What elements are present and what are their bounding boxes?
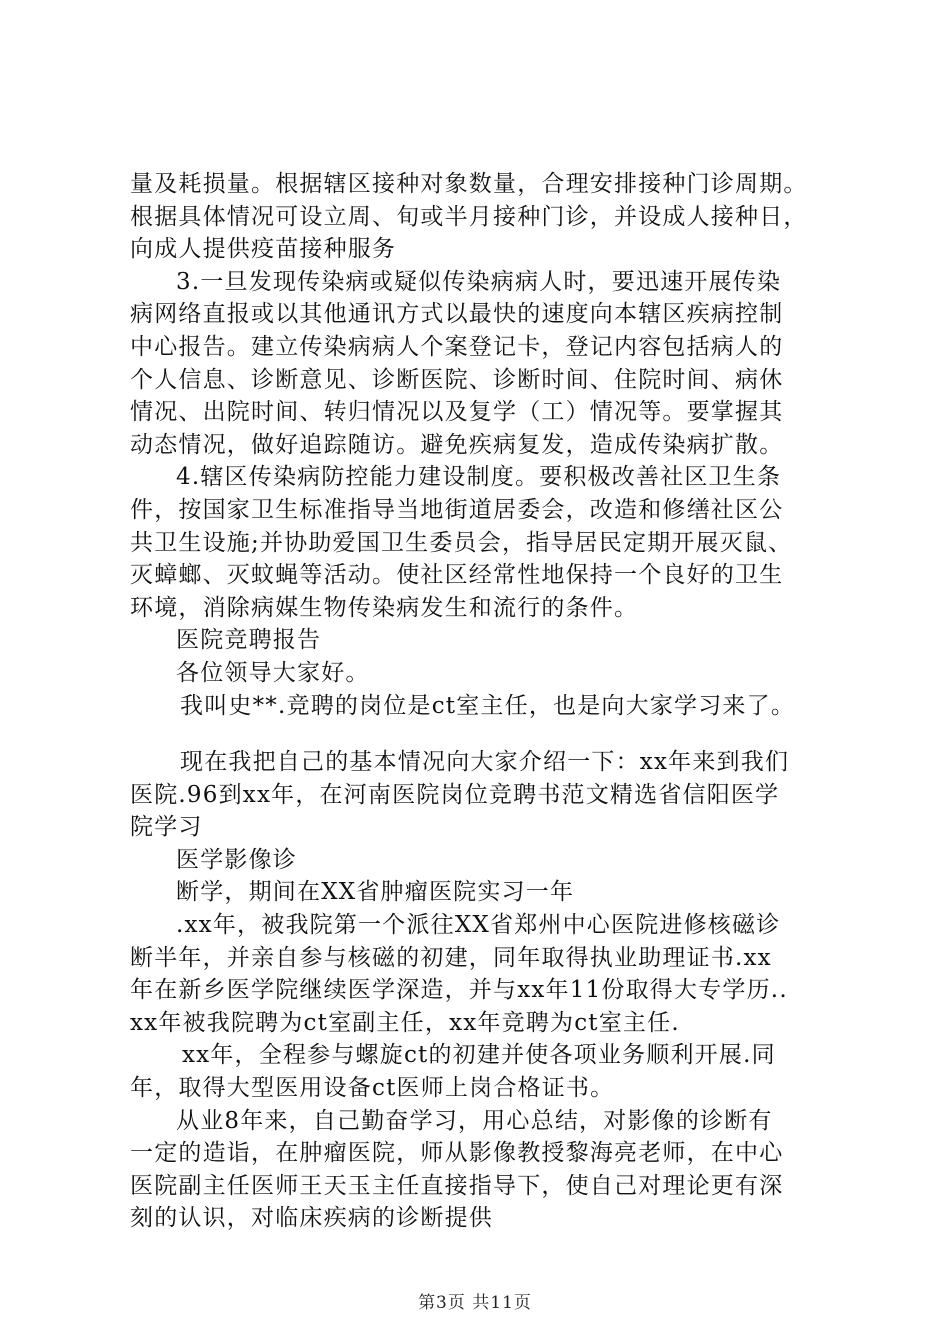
text-line: 个人信息、诊断意见、诊断医院、诊断时间、住院时间、病休 (130, 366, 784, 393)
text-line: 3.一旦发现传染病或疑似传染病病人时，要迅速开展传染 (176, 268, 782, 295)
document-body (130, 168, 850, 1235)
text-line: xx年被我院聘为ct室副主任，xx年竞聘为ct室主任. (130, 1009, 680, 1036)
paragraph-gap (130, 722, 850, 746)
text-line: 我叫史**.竞聘的岗位是ct室主任，也是向大家学习来了。 (180, 692, 796, 719)
text-line: 刻的认识，对临床疾病的诊断提供 (130, 1205, 493, 1232)
text-line: 动态情况，做好追踪随访。避免疾病复发，造成传染病扩散。 (130, 431, 784, 458)
text-line: 病网络直报或以其他通讯方式以最快的速度向本辖区疾病控制 (130, 301, 784, 328)
text-line: 年，取得大型医用设备ct医师上岗合格证书。 (130, 1075, 615, 1102)
text-line: 中心报告。建立传染病病人个案登记卡，登记内容包括病人的 (130, 333, 784, 360)
text-line: 向成人提供疫苗接种服务 (130, 236, 397, 263)
text-line: 情况、出院时间、转归情况以及复学（工）情况等。要掌握其 (130, 399, 784, 426)
section-heading: 医院竞聘报告 (176, 627, 322, 654)
text-line: 4.辖区传染病防控能力建设制度。要积极改善社区卫生条 (176, 464, 782, 491)
text-line: 医学影像诊 (176, 846, 297, 873)
text-line: 一定的造诣，在肿瘤医院，师从影像教授黎海亮老师，在中心 (130, 1140, 784, 1167)
text-line: 量及耗损量。根据辖区接种对象数量，合理安排接种门诊周期。 (130, 171, 808, 197)
text-line: 断半年，并亲自参与核磁的初建，同年取得执业助理证书.xx (130, 944, 772, 971)
text-line: 现在我把自己的基本情况向大家介绍一下：xx年来到我们 (180, 749, 790, 776)
text-line: 环境，消除病媒生物传染病发生和流行的条件。 (130, 594, 639, 621)
page-number-footer: 第3页 共11页 (418, 1293, 532, 1313)
text-line: 院学习 (130, 814, 203, 841)
text-line: 共卫生设施;并协助爱国卫生委员会，指导居民定期开展灭鼠、 (130, 529, 793, 556)
text-line: 根据具体情况可设立周、旬或半月接种门诊，并设成人接种日， (130, 203, 808, 230)
text-line: .xx年，被我院第一个派往XX省郑州中心医院进修核磁诊 (176, 912, 781, 939)
text-line: 断学，期间在XX省肿瘤医院实习一年 (176, 879, 575, 906)
text-line: 医院.96到xx年，在河南医院岗位竞聘书范文精选省信阳医学 (130, 781, 780, 808)
text-line: 从业8年来，自己勤奋学习，用心总结，对影像的诊断有 (176, 1107, 773, 1134)
text-line: 年在新乡医学院继续医学深造，并与xx年11份取得大专学历.. (130, 977, 788, 1004)
text-line: 灭蟑螂、灭蚊蝇等活动。使社区经常性地保持一个良好的卫生 (130, 562, 784, 589)
greeting-line: 各位领导大家好。 (176, 659, 370, 686)
text-line: xx年，全程参与螺旋ct的初建并使各项业务顺利开展.同 (182, 1042, 776, 1069)
text-line: 医院副主任医师王天玉主任直接指导下，使自己对理论更有深 (130, 1172, 784, 1199)
text-line: 件，按国家卫生标准指导当地街道居委会，改造和修缮社区公 (130, 496, 784, 523)
